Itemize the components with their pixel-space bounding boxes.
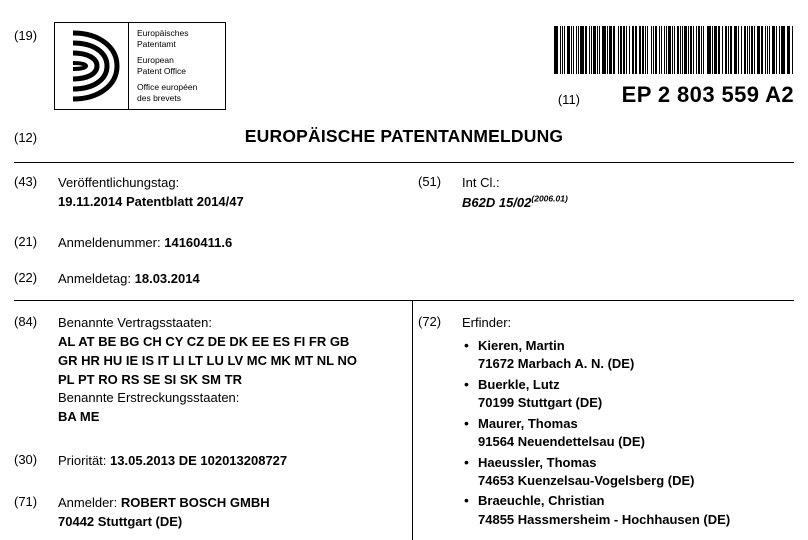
field-tag-43: (43)	[14, 174, 38, 189]
logo-line-fr-1: Office européen	[137, 81, 198, 92]
field-value-43: 19.11.2014 Patentblatt 2014/47	[58, 193, 244, 209]
designated-states-line-2: GR HR HU IE IS IT LI LT LU LV MC MK MT NL NO	[58, 352, 357, 368]
field-label-71: Anmelder:	[58, 495, 118, 510]
page-title: EUROPÄISCHE PATENTANMELDUNG	[244, 126, 564, 146]
inventor-name: • Haeussler, Thomas	[478, 454, 597, 470]
field-label-72: Erfinder:	[462, 315, 512, 330]
list-item	[478, 337, 730, 374]
field-value-21: 14160411.6	[164, 235, 233, 250]
field-tag-30: (30)	[14, 452, 38, 467]
field-tag-21: (21)	[14, 234, 38, 249]
field-code-11: (11)	[557, 92, 580, 107]
inventor-address: 74653 Kuenzelsau-Vogelsberg (DE)	[478, 473, 695, 489]
designated-states-line-3: PL PT RO RS SE SI SK SM TR	[58, 371, 242, 387]
extension-states: BA ME	[58, 409, 100, 425]
ipc-edition: (2006.01)	[531, 193, 568, 204]
document-header	[14, 22, 794, 114]
epo-logo	[54, 22, 226, 110]
field-code-12: (12)	[14, 130, 38, 145]
inventor-name: • Kieren, Martin	[478, 337, 565, 353]
divider-middle	[14, 300, 794, 301]
inventor-name: • Maurer, Thomas	[478, 415, 578, 431]
field-label-22: Anmeldetag:	[58, 271, 131, 286]
field-label-84-extension: Benannte Erstreckungsstaaten:	[58, 390, 240, 406]
field-tag-72: (72)	[418, 314, 442, 329]
list-item	[478, 454, 730, 491]
field-label-51: Int Cl.:	[462, 175, 500, 190]
inventor-address: 71672 Marbach A. N. (DE)	[478, 356, 635, 372]
logo-line-fr-2: des brevets	[137, 92, 181, 103]
list-item	[478, 492, 730, 529]
field-tag-51: (51)	[418, 174, 442, 189]
field-tag-84: (84)	[14, 314, 38, 329]
logo-line-en-2: Patent Office	[137, 66, 186, 76]
field-value-30: 13.05.2013 DE 102013208727	[110, 453, 288, 468]
field-label-30: Priorität:	[58, 453, 107, 468]
logo-line-de-2: Patentamt	[137, 39, 176, 50]
field-tag-71: (71)	[14, 494, 38, 509]
inventor-address: 91564 Neuendettelsau (DE)	[478, 434, 645, 450]
epo-radial-logo-icon	[55, 23, 129, 109]
field-value-22: 18.03.2014	[134, 271, 200, 286]
applicant-address: 70442 Stuttgart (DE)	[58, 513, 183, 529]
logo-line-de-1: Europäisches	[137, 28, 189, 39]
barcode-graphic	[554, 26, 794, 74]
field-tag-22: (22)	[14, 270, 38, 285]
inventor-address: 74855 Hassmersheim - Hochhausen (DE)	[478, 511, 731, 527]
inventor-address: 70199 Stuttgart (DE)	[478, 395, 603, 411]
publication-number: EP 2 803 559 A2	[621, 82, 794, 107]
inventor-name: • Braeuchle, Christian	[478, 493, 605, 509]
field-code-19: (19)	[14, 28, 38, 43]
divider-vertical	[412, 300, 413, 540]
field-label-21: Anmeldenummer:	[58, 235, 161, 250]
field-label-43: Veröffentlichungstag:	[58, 175, 180, 190]
list-item	[478, 415, 730, 452]
ipc-class: B62D 15/02	[462, 195, 532, 211]
inventor-list	[462, 337, 730, 530]
list-item	[478, 376, 730, 413]
logo-line-en-1: European	[137, 55, 174, 66]
field-label-84: Benannte Vertragsstaaten:	[58, 315, 212, 330]
designated-states-line-1: AL AT BE BG CH CY CZ DE DK EE ES FI FR GB	[58, 333, 350, 349]
divider-top	[14, 162, 794, 163]
inventor-name: • Buerkle, Lutz	[478, 376, 560, 392]
epo-logo-text	[129, 28, 197, 103]
applicant-name: ROBERT BOSCH GMBH	[120, 495, 270, 510]
